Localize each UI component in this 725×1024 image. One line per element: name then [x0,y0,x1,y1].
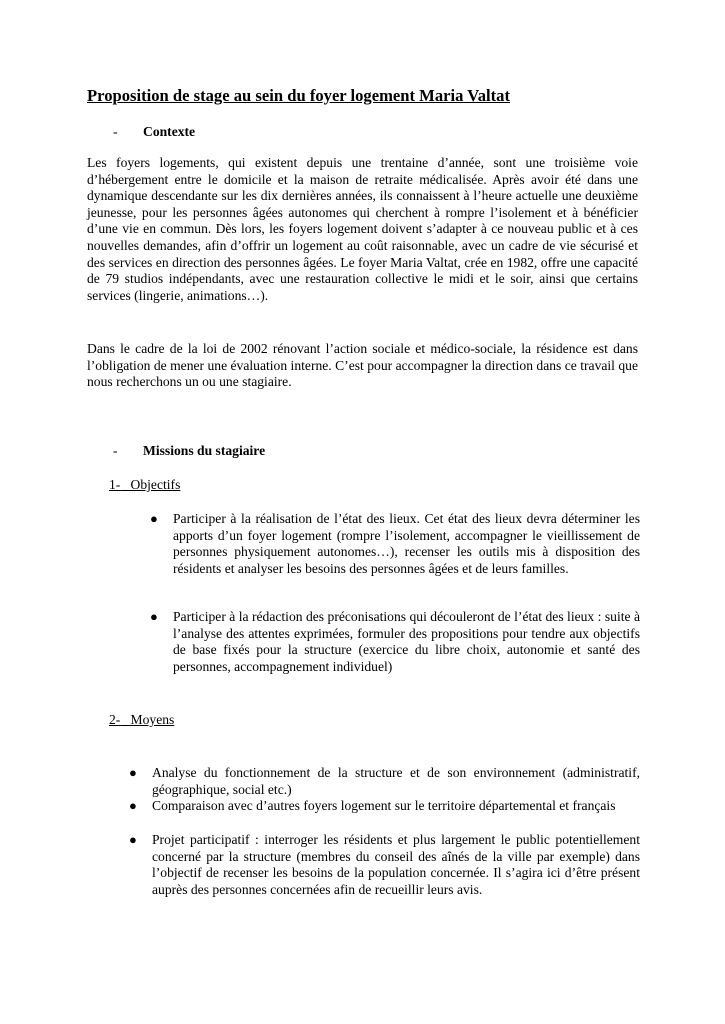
subsection-number: 2- [109,712,121,727]
bullet-icon: ● [150,609,158,624]
list-item-text: Projet participatif : interroger les résidents et plus largement le public potentiellement concerné par la structure (membres du conseil des aînés de la ville par exemple) dans l’objectif de recenser les besoins de la population concernée. Il s’agira ici d’être présent auprès des personnes concernées afin de recueillir leurs avis. [152,832,640,897]
subsection-label: Moyens [130,712,175,727]
section-dash: - [113,124,118,139]
bullet-icon: ● [129,798,137,813]
section-dash: - [113,443,118,458]
list-item-text: Analyse du fonctionnement de la structure et de son environnement (administratif, géographique, social etc.) [152,765,640,797]
list-item [127,765,640,798]
bullet-icon: ● [129,765,137,780]
section-contexte-heading [113,124,195,141]
document-title: Proposition de stage au sein du foyer logement Maria Valtat [87,86,510,105]
list-item [148,511,640,577]
subsection-label: Objectifs [130,477,181,492]
subsection-moyens-heading [109,712,174,729]
subsection-number: 1- [109,477,121,492]
bullet-icon: ● [129,832,137,847]
subsection-objectifs-heading [109,477,180,494]
contexte-paragraph-2: Dans le cadre de la loi de 2002 rénovant l’action sociale et médico-sociale, la résidence est dans l’obligation de mener une évaluation interne. C’est pour accompagner la direction dans ce travail que nous recherchons un ou une stagiaire. [87,341,638,390]
contexte-paragraph-1: Les foyers logements, qui existent depuis une trentaine d’année, sont une troisième voie d’hébergement entre le domicile et la maison de retraite médicalisée. Après avoir été dans une dynamique descendante sur les dix dernières années, ils connaissent à l’heure actuelle une deuxième jeunesse, pour les personnes âgées autonomes qui cherchent à rompre l’isolement et à bénéficier d’une vie en commun. Dès lors, les foyers logement doivent s’adapter à ce nouveau public et à ces nouvelles demandes, afin d’offrir un logement au coût raisonnable, avec un cadre de vie sécurisé et des services en direction des personnes âgées. Le foyer Maria Valtat, crée en 1982, offre une capacité de 79 studios indépendants, avec une restauration collective le midi et le soir, ainsi que certains services (lingerie, animations…). [87,155,638,303]
section-title: Missions du stagiaire [143,443,266,458]
section-title: Contexte [143,124,196,139]
list-item [127,798,640,815]
section-missions-heading [113,443,265,460]
list-item-text: Comparaison avec d’autres foyers logement sur le territoire départemental et français [152,798,616,813]
list-item [127,832,640,898]
list-item-text: Participer à la rédaction des préconisations qui découleront de l’état des lieux : suite à l’analyse des attentes exprimées, formuler des propositions pour tendre aux objectifs de base fixés pour la structure (exercice du libre choix, autonomie et santé des personnes, accompagnement individuel) [173,609,640,674]
list-item [148,609,640,675]
list-item-text: Participer à la réalisation de l’état des lieux. Cet état des lieux devra déterminer les apports d’un foyer logement (rompre l’isolement, accompagner le vieillissement de personnes physiquement autonomes…), recenser les outils mis à disposition des résidents et analyser les besoins des personnes âgées et de leurs familles. [173,511,640,576]
bullet-icon: ● [150,511,158,526]
